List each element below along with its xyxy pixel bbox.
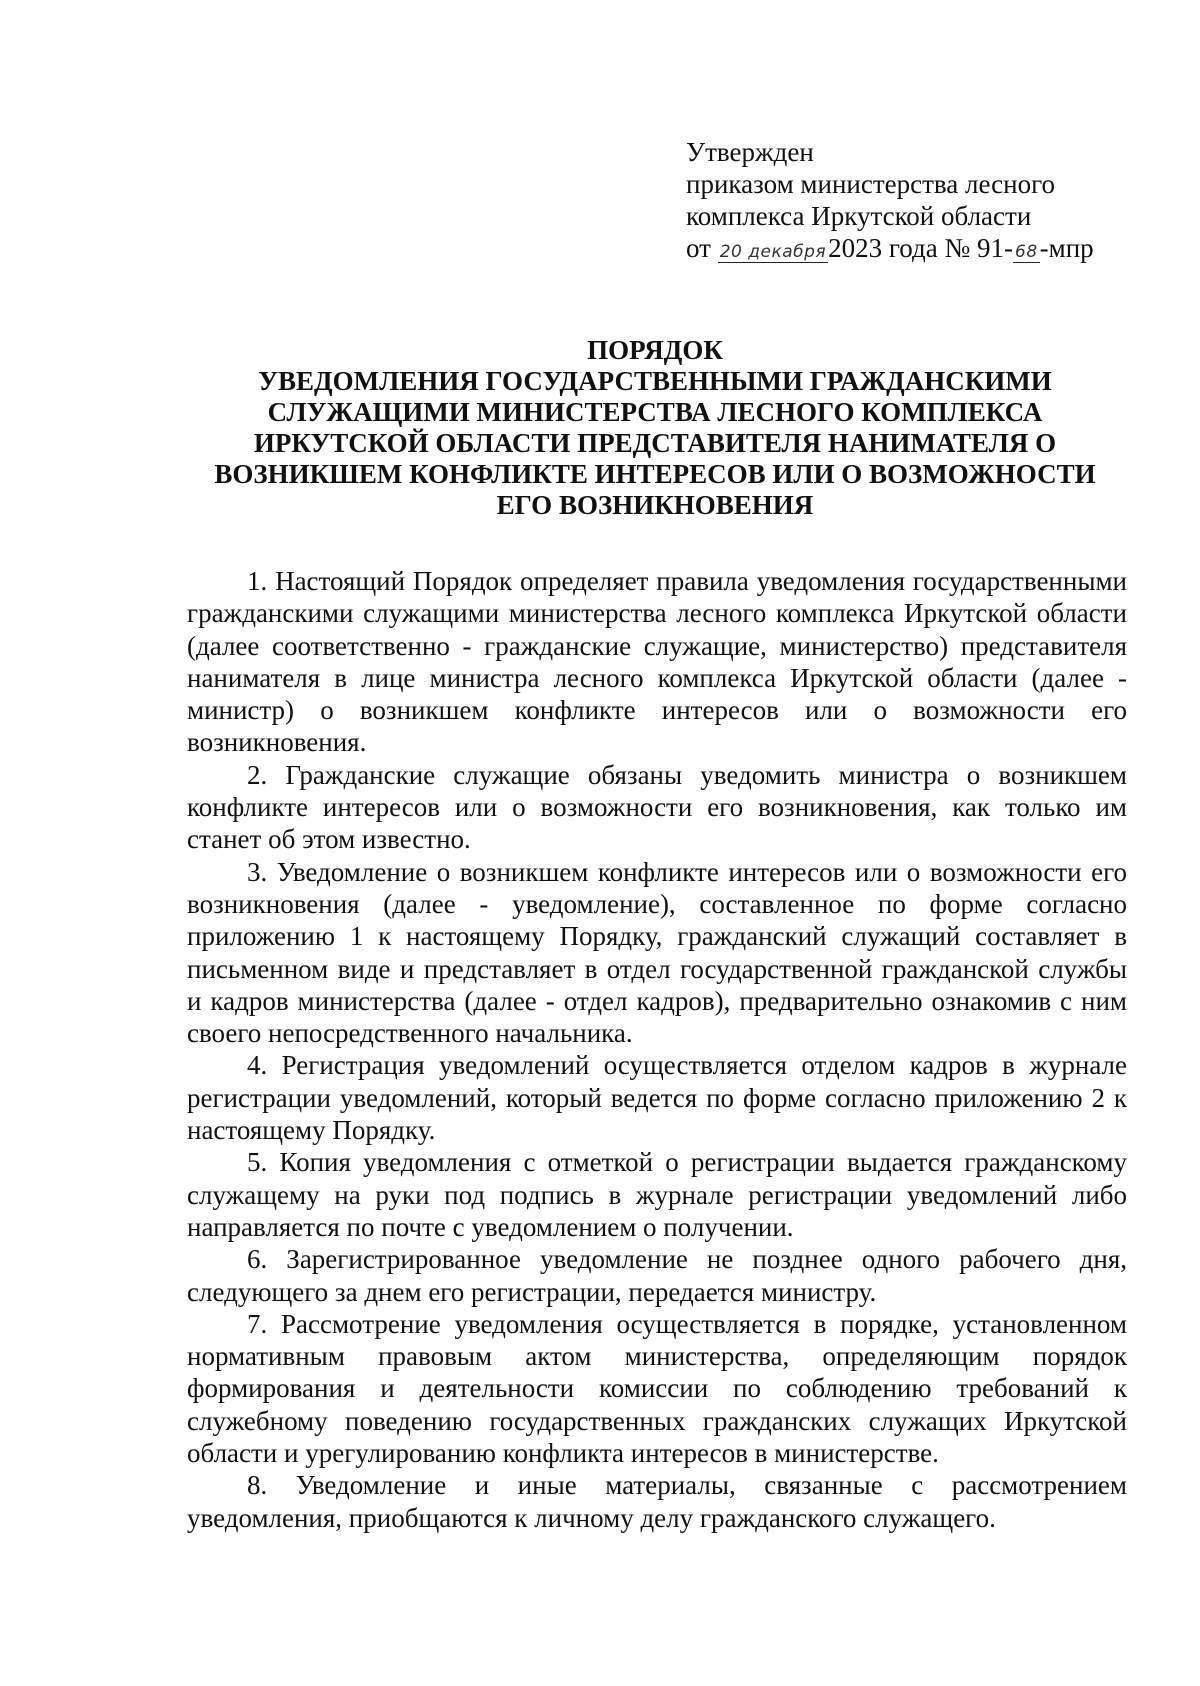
paragraph-4: 4. Регистрация уведомлений осуществляется отделом кадров в журнале регистрации уведомлений, который ведется по форме согласно приложению 2 к настоящему Порядку. <box>187 1050 1127 1146</box>
handwritten-order-number: 68 <box>1015 242 1038 262</box>
paragraph-1: 1. Настоящий Порядок определяет правила уведомления государственными гражданскими служащими министерства лесного комплекса Иркутской области (далее соответственно - гражданские служащие, министерство) представителя нанимателя в лице министра лесного комплекса Иркутской области (далее - министр) о возникшем конфликте интересов или о возможности его возникновения. <box>187 566 1127 758</box>
document-body <box>187 565 1127 1534</box>
paragraph-6: 6. Зарегистрированное уведомление не позднее одного рабочего дня, следующего за днем его регистрации, передается министру. <box>187 1244 1127 1307</box>
title-line-1: ПОРЯДОК <box>587 335 723 365</box>
title-line-6: ЕГО ВОЗНИКНОВЕНИЯ <box>496 490 814 520</box>
order-number-suffix: -мпр <box>1039 233 1094 263</box>
title-line-5: ВОЗНИКШЕМ КОНФЛИКТЕ ИНТЕРЕСОВ ИЛИ О ВОЗМОЖНОСТИ <box>214 459 1096 489</box>
paragraph-3: 3. Уведомление о возникшем конфликте интересов или о возможности его возникновения (далее - уведомление), составленное по форме согласно приложению 1 к настоящему Порядку, гражданский служащий составляет в письменном виде и представляет в отдел государственной гражданской службы и кадров министерства (далее - отдел кадров), предварительно ознакомив с ним своего непосредственного начальника. <box>187 856 1127 1049</box>
paragraph-5: 5. Копия уведомления с отметкой о регистрации выдается гражданскому служащему на руки под подпись в журнале регистрации уведомлений либо направляется по почте с уведомлением о получении. <box>187 1147 1127 1242</box>
approval-line-ministry: комплекса Иркутской области <box>686 201 1032 231</box>
handwritten-date: 20 декабря <box>719 242 827 262</box>
title-line-4: ИРКУТСКОЙ ОБЛАСТИ ПРЕДСТАВИТЕЛЯ НАНИМАТЕЛЯ О <box>253 428 1057 458</box>
document-title <box>180 335 1130 521</box>
paragraph-8: 8. Уведомление и иные материалы, связанные с рассмотрением уведомления, приобщаются к личному делу гражданского служащего. <box>187 1470 1127 1533</box>
approval-stamp-block <box>686 136 1126 264</box>
title-line-2: УВЕДОМЛЕНИЯ ГОСУДАРСТВЕННЫМИ ГРАЖДАНСКИМИ <box>258 366 1052 396</box>
title-line-3: СЛУЖАЩИМИ МИНИСТЕРСТВА ЛЕСНОГО КОМПЛЕКСА <box>267 397 1043 427</box>
approval-line-order: приказом министерства лесного <box>686 169 1055 199</box>
date-prefix: от <box>686 233 711 263</box>
approval-line-approved: Утвержден <box>686 137 814 167</box>
approval-line-date <box>686 232 1126 264</box>
date-year-number: 2023 года № 91- <box>828 233 1013 263</box>
paragraph-2: 2. Гражданские служащие обязаны уведомить министра о возникшем конфликте интересов или о возможности его возникновения, как только им станет об этом известно. <box>187 759 1127 855</box>
paragraph-7: 7. Рассмотрение уведомления осуществляется в порядке, установленном нормативным правовым актом министерства, определяющим порядок формирования и деятельности комиссии по соблюдению требований к служебному поведению государственных гражданских служащих Иркутской области и урегулированию конфликта интересов в министерстве. <box>187 1308 1127 1469</box>
